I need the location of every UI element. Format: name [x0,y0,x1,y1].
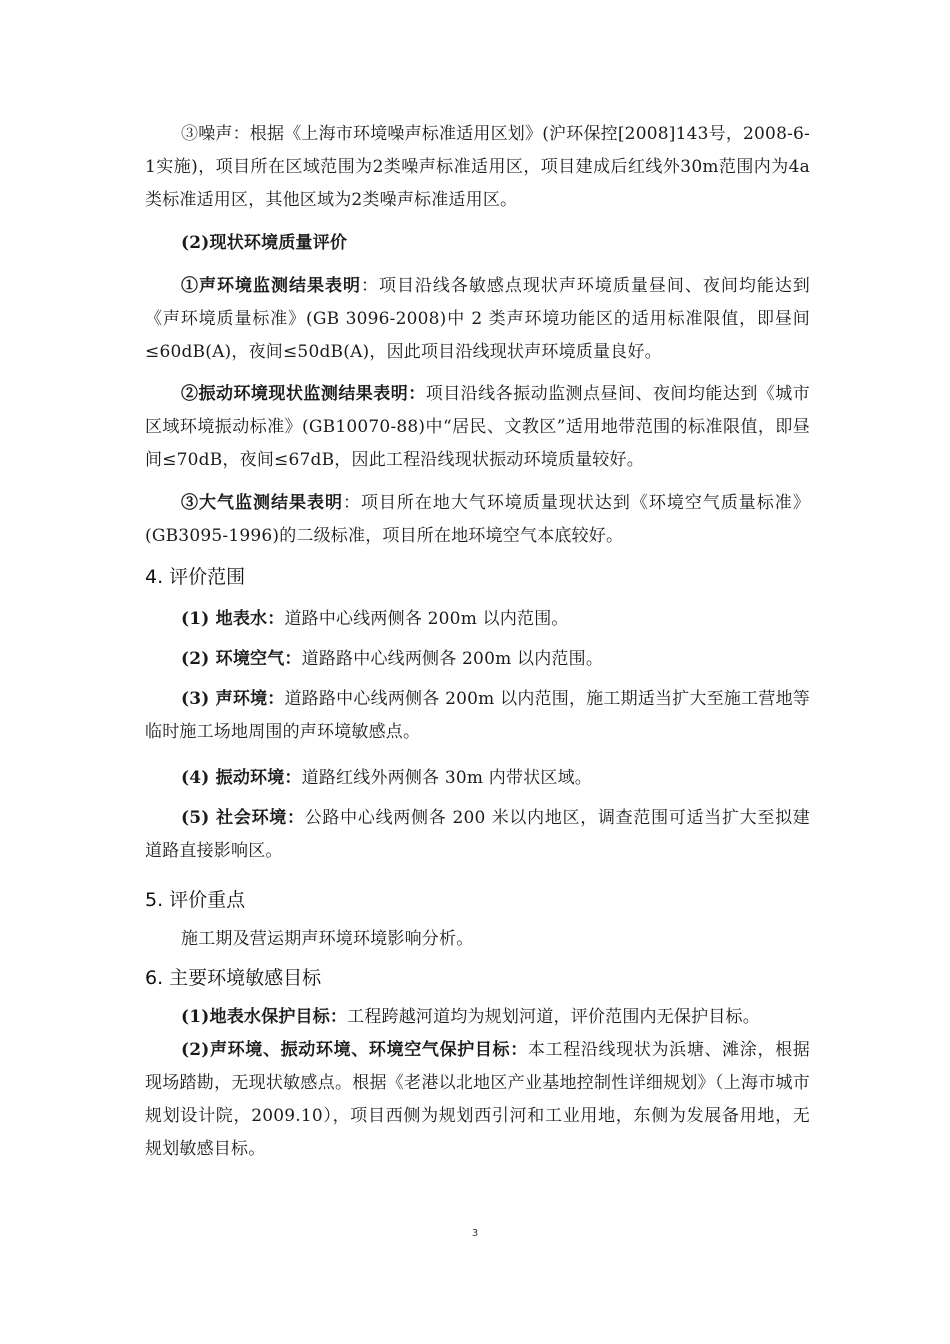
target-item-2-label: (2)声环境、振动环境、环境空气保护目标： [181,1040,528,1060]
section-5-heading: 5. 评价重点 [145,889,246,911]
scope-item-4-text: 道路红线外两侧各 30m 内带状区域。 [301,768,592,788]
current-quality-heading: (2)现状环境质量评价 [181,233,348,253]
scope-item-1 [145,603,810,636]
scope-item-5-label: (5) 社会环境： [181,808,305,828]
target-item-2 [145,1034,810,1166]
vibration-monitoring-label: ②振动环境现状监测结果表明： [181,384,426,404]
section-4-heading: 4. 评价范围 [145,566,246,588]
scope-item-4 [145,762,810,795]
section-6-heading: 6. 主要环境敏感目标 [145,967,322,989]
scope-item-3-label: (3) 声环境： [181,689,285,709]
target-item-1-label: (1)地表水保护目标： [181,1007,348,1027]
target-item-2-text: 本工程沿线现状为浜塘、滩涂，根据现场踏勘，无现状敏感点。根据《老港以北地区产业基地控制性详细规划》（上海市城市规划设计院，2009.10），项目西侧为规划西引河和工业用地，东侧为发展备用地，无规划敏感目标。 [145,1040,810,1159]
scope-item-5 [145,802,810,868]
target-item-1 [145,1001,810,1034]
sound-monitoring-paragraph [145,270,810,369]
scope-item-4-label: (4) 振动环境： [181,768,302,788]
sound-monitoring-label: ①声环境监测结果表明 [181,276,361,296]
scope-item-5-text: 公路中心线两侧各 200 米以内地区，调查范围可适当扩大至拟建道路直接影响区。 [145,808,810,861]
scope-item-1-text: 道路中心线两侧各 200m 以内范围。 [284,609,569,629]
scope-item-1-label: (1) 地表水： [181,609,285,629]
scope-item-2 [145,643,810,676]
section-5-text: 施工期及营运期声环境环境影响分析。 [181,929,474,949]
page-number: 3 [471,1228,479,1239]
sound-monitoring-text: ：项目沿线各敏感点现状声环境质量昼间、夜间均能达到《声环境质量标准》(GB 3096-2008)中 2 类声环境功能区的适用标准限值，即昼间≤60dB(A)，夜间≤50dB(A)，因此项目沿线现状声环境质量良好。 [145,276,811,362]
air-monitoring-label: ③大气监测结果表明 [181,493,343,513]
scope-item-3-text: 道路路中心线两侧各 200m 以内范围，施工期适当扩大至施工营地等临时施工场地周围的声环境敏感点。 [145,689,810,742]
scope-item-2-text: 道路路中心线两侧各 200m 以内范围。 [301,649,604,669]
air-monitoring-text: ：项目所在地大气环境质量现状达到《环境空气质量标准》(GB3095-1996)的二级标准，项目所在地环境空气本底较好。 [145,493,810,546]
scope-item-3 [145,683,810,749]
air-monitoring-paragraph [145,487,810,553]
vibration-monitoring-text: 项目沿线各振动监测点昼间、夜间均能达到《城市区域环境振动标准》(GB10070-88)中“居民、文教区”适用地带范围的标准限值，即昼间≤70dB，夜间≤67dB，因此工程沿线现状振动环境质量较好。 [145,384,810,470]
noise-paragraph: ③噪声：根据《上海市环境噪声标准适用区划》(沪环保控[2008]143号，2008-6-1实施)，项目所在区域范围为2类噪声标准适用区，项目建成后红线外30m范围内为4a类标准适用区，其他区域为2类噪声标准适用区。 [145,124,810,210]
vibration-monitoring-paragraph [145,378,810,477]
target-item-1-text: 工程跨越河道均为规划河道，评价范围内无保护目标。 [347,1007,760,1027]
scope-item-2-label: (2) 环境空气： [181,649,302,669]
